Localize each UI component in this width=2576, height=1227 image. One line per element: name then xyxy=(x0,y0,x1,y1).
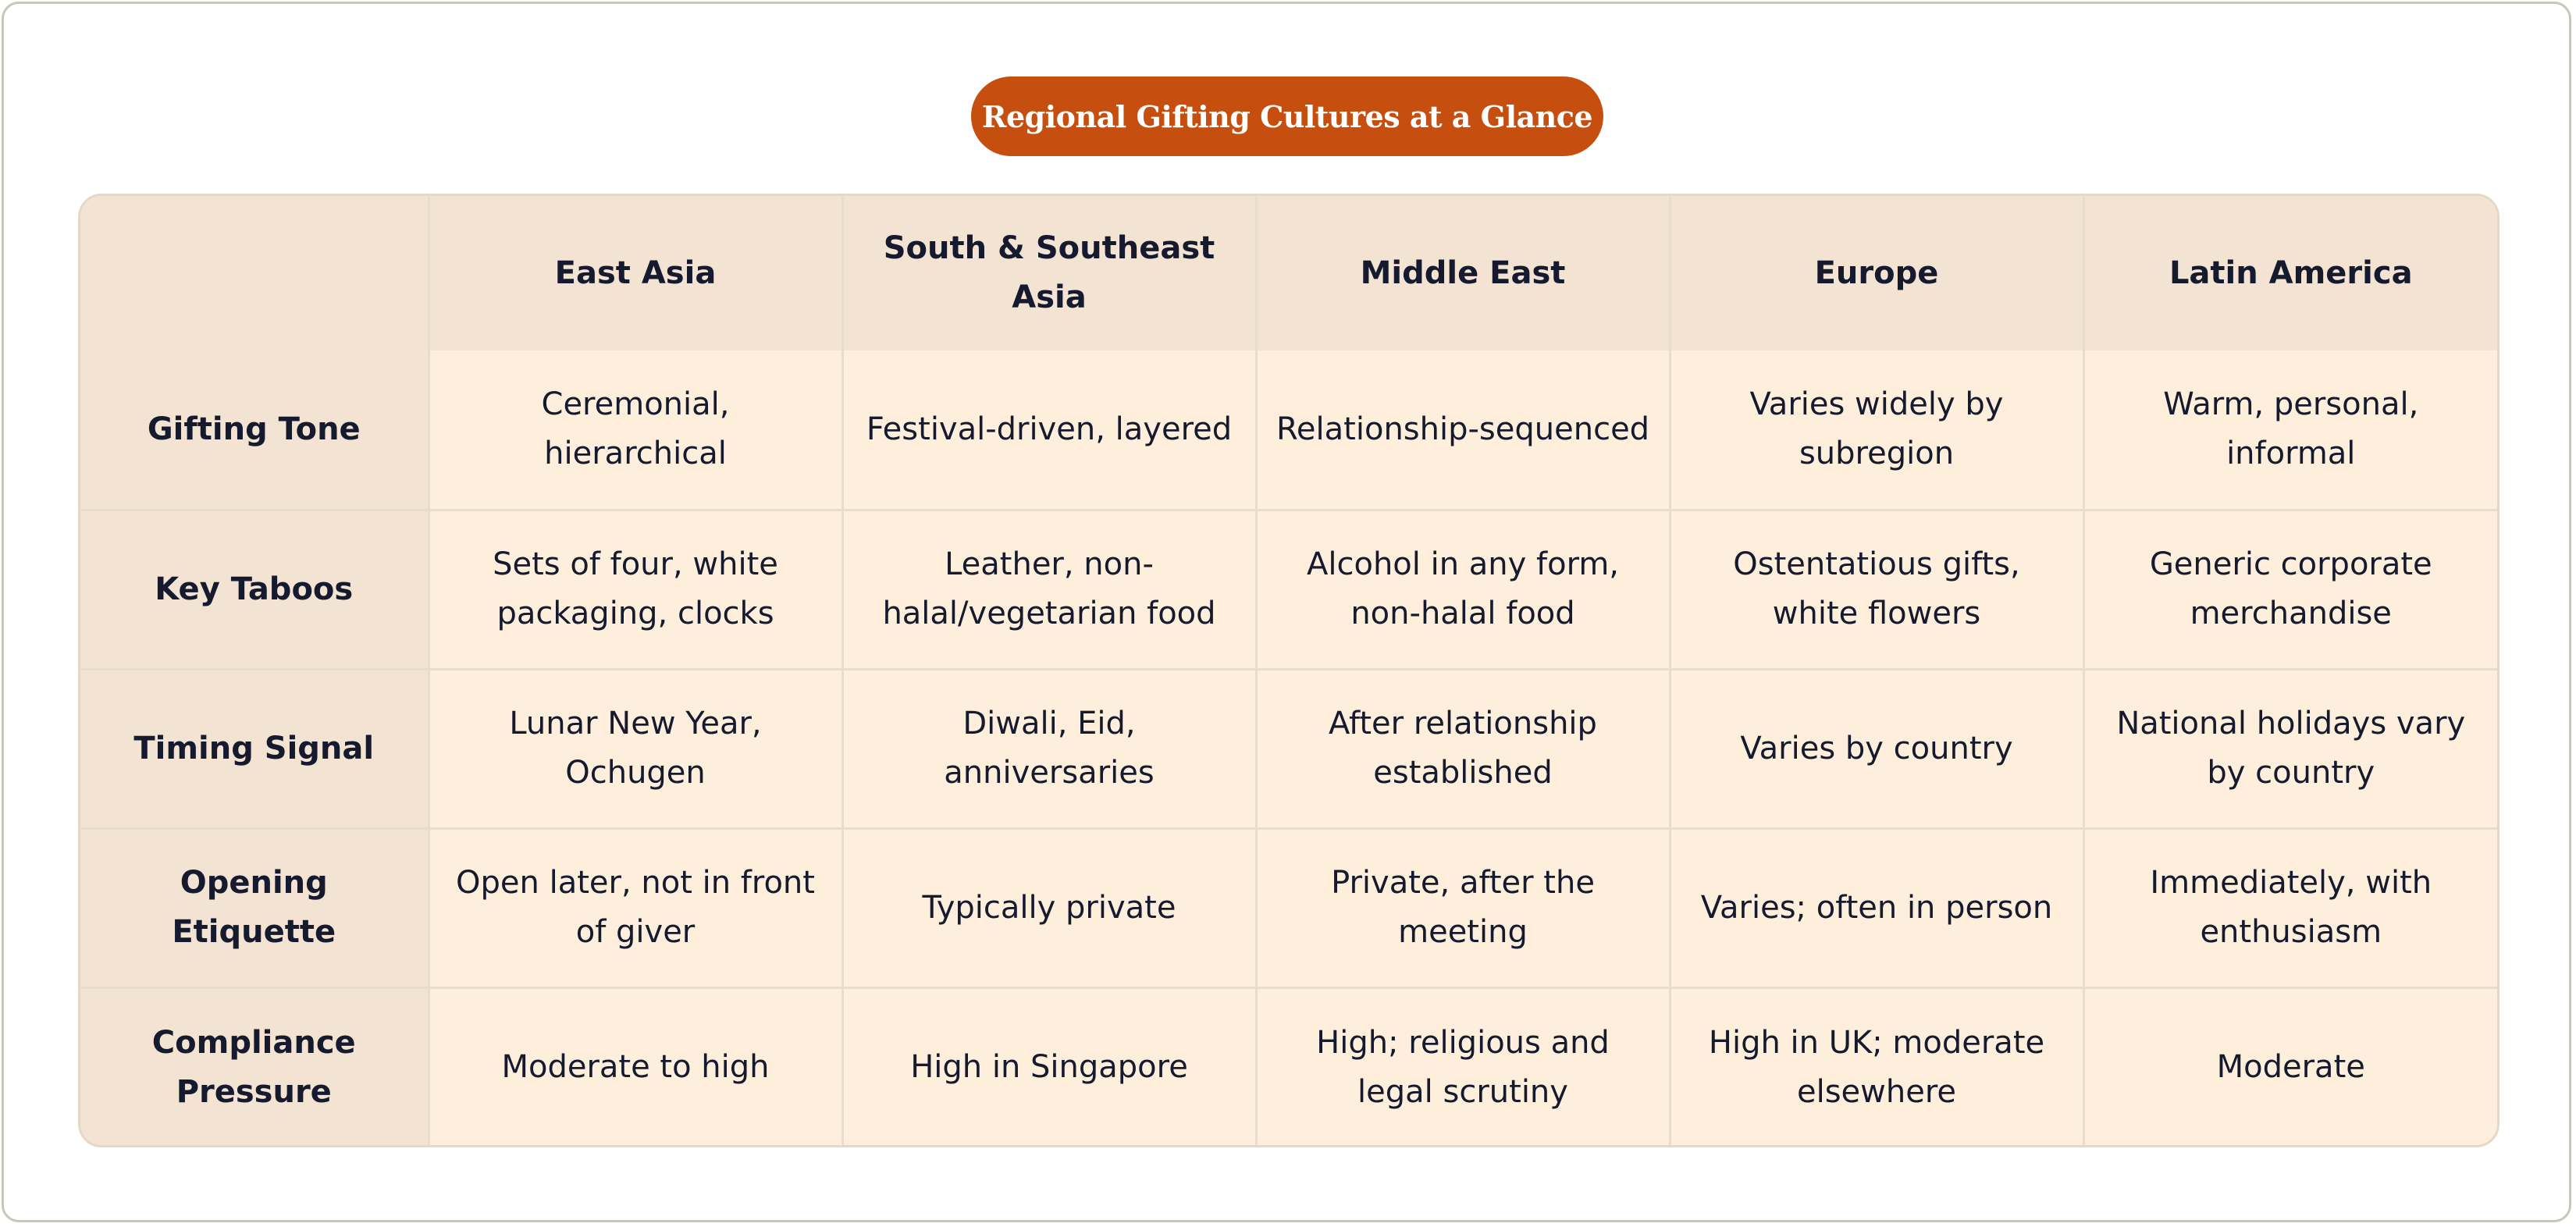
table-cell: Relationship-sequenced xyxy=(1256,350,1670,510)
row-header-compliance-pressure: Compliance Pressure xyxy=(80,987,429,1147)
row-header-timing-signal: Timing Signal xyxy=(80,669,429,828)
table-cell: After relationship established xyxy=(1256,669,1670,828)
table-cell: Varies; often in person xyxy=(1670,828,2083,987)
table-row xyxy=(80,350,2497,510)
gifting-comparison-table xyxy=(78,194,2500,1147)
table-cell: Ostentatious gifts, white flowers xyxy=(1670,510,2083,669)
column-header-south-southeast-asia: South & Southeast Asia xyxy=(842,196,1256,350)
column-header-east-asia: East Asia xyxy=(429,196,842,350)
table-row xyxy=(80,828,2497,987)
table-cell: Festival-driven, layered xyxy=(842,350,1256,510)
row-header-opening-etiquette: Opening Etiquette xyxy=(80,828,429,987)
table-cell: Typically private xyxy=(842,828,1256,987)
table-cell: High; religious and legal scrutiny xyxy=(1256,987,1670,1147)
table-row xyxy=(80,669,2497,828)
table-cell: Diwali, Eid, anniversaries xyxy=(842,669,1256,828)
table-cell: National holidays vary by country xyxy=(2083,669,2497,828)
table-row xyxy=(80,510,2497,669)
table-cell: Moderate xyxy=(2083,987,2497,1147)
table-cell: Immediately, with enthusiasm xyxy=(2083,828,2497,987)
table-cell: Open later, not in front of giver xyxy=(429,828,842,987)
column-header-europe: Europe xyxy=(1670,196,2083,350)
table-cell: Private, after the meeting xyxy=(1256,828,1670,987)
table-cell: Sets of four, white packaging, clocks xyxy=(429,510,842,669)
column-header-middle-east: Middle East xyxy=(1256,196,1670,350)
table-cell: Lunar New Year, Ochugen xyxy=(429,669,842,828)
table-cell: High in Singapore xyxy=(842,987,1256,1147)
table-cell: Leather, non-halal/vegetarian food xyxy=(842,510,1256,669)
column-header-latin-america: Latin America xyxy=(2083,196,2497,350)
table-row xyxy=(80,987,2497,1147)
table-cell: Moderate to high xyxy=(429,987,842,1147)
header-corner-cell xyxy=(80,196,429,350)
table-cell: Varies by country xyxy=(1670,669,2083,828)
table-cell: Generic corporate merchandise xyxy=(2083,510,2497,669)
row-header-gifting-tone: Gifting Tone xyxy=(80,350,429,510)
table-cell: Alcohol in any form, non-halal food xyxy=(1256,510,1670,669)
table-cell: Varies widely by subregion xyxy=(1670,350,2083,510)
row-header-key-taboos: Key Taboos xyxy=(80,510,429,669)
page-title: Regional Gifting Cultures at a Glance xyxy=(971,76,1603,156)
table-cell: Warm, personal, informal xyxy=(2083,350,2497,510)
table-cell: Ceremonial, hierarchical xyxy=(429,350,842,510)
table-cell: High in UK; moderate elsewhere xyxy=(1670,987,2083,1147)
table-header-row xyxy=(80,196,2497,350)
